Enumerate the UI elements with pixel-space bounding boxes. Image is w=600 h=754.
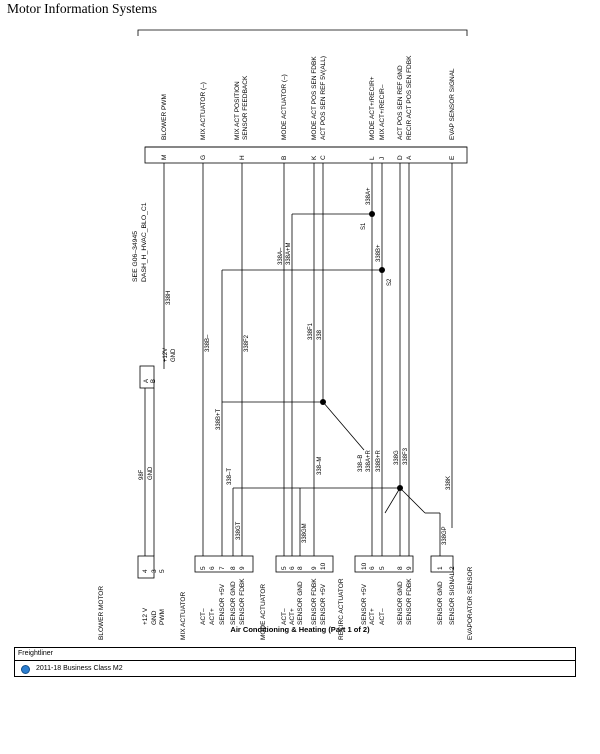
mode-actuator-pin-label: SENSOR GND bbox=[297, 581, 304, 625]
label-splice-s2: S2 bbox=[387, 278, 393, 286]
ref-see: SEE G06–34945 bbox=[132, 230, 139, 282]
recirc-actuator-pin-num: 8 bbox=[397, 566, 404, 570]
top-pin-E: E bbox=[449, 155, 456, 160]
blower-motor-pin-label: +12 V bbox=[142, 607, 149, 625]
top-pin-M: M bbox=[161, 154, 168, 160]
blower-motor-frame bbox=[138, 556, 154, 578]
mode-actuator-name: MODE ACTUATOR bbox=[260, 583, 267, 640]
mode-actuator-pin-label: SENSOR FDBK bbox=[311, 578, 318, 625]
blower-motor-name: BLOWER MOTOR bbox=[98, 585, 105, 640]
recirc-actuator-name: RECIRC ACTUATOR bbox=[338, 578, 345, 640]
recirc-actuator-pin-num: 9 bbox=[406, 566, 413, 570]
top-pin-H: H bbox=[239, 155, 246, 160]
top-pin-G: G bbox=[200, 154, 207, 160]
mode-actuator-pin-label: ACT– bbox=[281, 608, 288, 625]
label-338A-minus: 338A– bbox=[278, 247, 284, 265]
top-pin-K: K bbox=[311, 155, 318, 160]
top-connector-frame bbox=[138, 30, 467, 36]
top-pin-desc-A: RECIR ACT POS SEN FDBK bbox=[406, 55, 413, 140]
top-pin-L: L bbox=[369, 156, 376, 160]
model-bullet-icon bbox=[21, 665, 30, 674]
blower-motor-pin-num: 3 bbox=[151, 569, 158, 573]
mix-actuator-name: MIX ACTUATOR bbox=[180, 591, 187, 640]
top-pin-desc-J: MIX ACT+/RECIR– bbox=[379, 84, 386, 140]
top-pin-desc-M: BLOWER PWM bbox=[161, 94, 168, 140]
label-338-M: 338–M bbox=[317, 456, 323, 475]
recirc-actuator-pin-num: 10 bbox=[361, 562, 368, 570]
label-338B-plus: 338B+ bbox=[376, 244, 382, 262]
label-gnd-blower: GND bbox=[148, 466, 154, 480]
mix-actuator-pin-label: SENSOR FDBK bbox=[239, 578, 246, 625]
blower-motor-pin-label: PWM bbox=[159, 609, 166, 625]
mode-actuator-pin-num: 9 bbox=[311, 566, 318, 570]
power-pin-a: A bbox=[144, 378, 150, 383]
top-pin-B: B bbox=[281, 155, 288, 160]
power-label-b: GND bbox=[171, 348, 177, 362]
label-338-T: 338–T bbox=[227, 467, 233, 485]
label-338B-plus-T: 338B+T bbox=[216, 408, 222, 430]
label-338B-plus-R: 338B+R bbox=[376, 450, 382, 472]
recirc-actuator-pin-label: SENSOR +5V bbox=[361, 583, 368, 625]
evaporator-sensor-pin-label: SENSOR SIGNAL bbox=[449, 571, 456, 625]
mix-actuator-pin-label: SENSOR +5V bbox=[219, 583, 226, 625]
splice-ground-dot bbox=[397, 485, 403, 491]
footer-model: 2011-18 Business Class M2 bbox=[36, 665, 123, 672]
top-connector-body bbox=[145, 147, 467, 163]
mix-actuator-pin-num: 5 bbox=[200, 566, 207, 570]
label-338: 338 bbox=[317, 329, 323, 340]
label-338G: 338G bbox=[394, 450, 400, 465]
top-pin-desc-D: ACT POS SEN REF GND bbox=[397, 65, 404, 140]
top-pin-J: J bbox=[379, 156, 386, 160]
top-pin-C: C bbox=[320, 155, 327, 160]
ref-name: DASH_H_HVAC_BLO_C1 bbox=[141, 202, 148, 282]
label-338K: 338K bbox=[446, 475, 452, 490]
wire-ground-diag-1 bbox=[385, 488, 400, 513]
mix-actuator-pin-num: 7 bbox=[219, 566, 226, 570]
label-98F: 98F bbox=[139, 469, 145, 480]
evaporator-sensor-pin-num: 2 bbox=[449, 566, 456, 570]
power-pin-b: B bbox=[151, 378, 157, 383]
recirc-actuator-pin-num: 6 bbox=[369, 566, 376, 570]
label-338GT: 338GT bbox=[236, 521, 242, 540]
blower-motor-pin-num: 4 bbox=[142, 569, 149, 573]
label-338GM: 338GM bbox=[302, 523, 308, 543]
label-splice-s1: S1 bbox=[361, 222, 367, 230]
mix-actuator-pin-num: 6 bbox=[209, 566, 216, 570]
splice-s1-dot bbox=[369, 211, 375, 217]
label-338B-minus: 338B– bbox=[205, 334, 211, 352]
recirc-actuator-pin-label: ACT– bbox=[379, 608, 386, 625]
label-338A-plus: 338A+ bbox=[366, 187, 372, 205]
top-pin-A: A bbox=[406, 155, 413, 160]
top-pin-desc-K: MODE ACT POS SEN FDBK bbox=[311, 56, 318, 140]
top-pin-desc-L: MODE ACT+/RECIR+ bbox=[369, 76, 376, 140]
wire-ground-diag-2 bbox=[400, 488, 425, 513]
top-pin-desc-C: ACT POS SEN REF 5V(ALL) bbox=[320, 55, 327, 140]
recirc-actuator-pin-label: SENSOR FDBK bbox=[406, 578, 413, 625]
label-338A-plus-R: 338A+R bbox=[366, 450, 372, 472]
mode-actuator-pin-num: 10 bbox=[320, 562, 327, 570]
label-338GP: 338GP bbox=[442, 526, 448, 545]
mix-actuator-pin-num: 9 bbox=[239, 566, 246, 570]
footer-company: Freightliner bbox=[15, 648, 575, 661]
top-pin-desc-B: MODE ACTUATOR (–) bbox=[281, 74, 288, 140]
recirc-actuator-pin-num: 5 bbox=[379, 566, 386, 570]
header-title: Motor Information Systems bbox=[7, 1, 157, 16]
label-338A-plus-M: 338A+M bbox=[286, 242, 292, 265]
mode-actuator-pin-num: 8 bbox=[297, 566, 304, 570]
footer bbox=[14, 647, 576, 677]
mode-actuator-pin-label: SENSOR +5V bbox=[320, 583, 327, 625]
diagram-caption: Air Conditioning & Heating (Part 1 of 2) bbox=[230, 625, 370, 634]
wire-338-branch-recirc bbox=[323, 402, 364, 450]
recirc-actuator-pin-label: ACT+ bbox=[369, 608, 376, 625]
mode-actuator-pin-num: 5 bbox=[281, 566, 288, 570]
mix-actuator-pin-label: ACT– bbox=[200, 608, 207, 625]
mix-actuator-pin-label: ACT+ bbox=[209, 608, 216, 625]
power-label-a: +12V bbox=[163, 347, 169, 362]
splice-338-dot bbox=[320, 399, 326, 405]
mix-actuator-pin-label: SENSOR GND bbox=[230, 581, 237, 625]
evaporator-sensor-name: EVAPORATOR SENSOR bbox=[467, 566, 474, 640]
label-338H: 338H bbox=[166, 290, 172, 305]
label-338F2: 338F2 bbox=[244, 334, 250, 352]
top-pin-desc-H-0: MIX ACT POSITION bbox=[234, 81, 241, 140]
mode-actuator-pin-num: 6 bbox=[289, 566, 296, 570]
label-338F3: 338F3 bbox=[403, 447, 409, 465]
blower-motor-pin-num: 5 bbox=[159, 569, 166, 573]
recirc-actuator-pin-label: SENSOR GND bbox=[397, 581, 404, 625]
mode-actuator-pin-label: ACT+ bbox=[289, 608, 296, 625]
splice-s2-dot bbox=[379, 267, 385, 273]
top-pin-desc-H-1: SENSOR FEEDBACK bbox=[242, 75, 249, 140]
footer-model-row bbox=[15, 661, 575, 677]
label-338-B: 338–B bbox=[358, 454, 364, 472]
evaporator-sensor-pin-num: 1 bbox=[437, 566, 444, 570]
power-connector-body bbox=[140, 366, 154, 388]
top-pin-desc-E: EVAP SENSOR SIGNAL bbox=[449, 68, 456, 140]
mix-actuator-pin-num: 8 bbox=[230, 566, 237, 570]
label-338F1: 338F1 bbox=[308, 322, 314, 340]
blower-motor-pin-label: GND bbox=[151, 610, 158, 625]
top-pin-desc-G: MIX ACTUATOR (–) bbox=[200, 82, 207, 140]
evaporator-sensor-pin-label: SENSOR GND bbox=[437, 581, 444, 625]
top-pin-D: D bbox=[397, 155, 404, 160]
